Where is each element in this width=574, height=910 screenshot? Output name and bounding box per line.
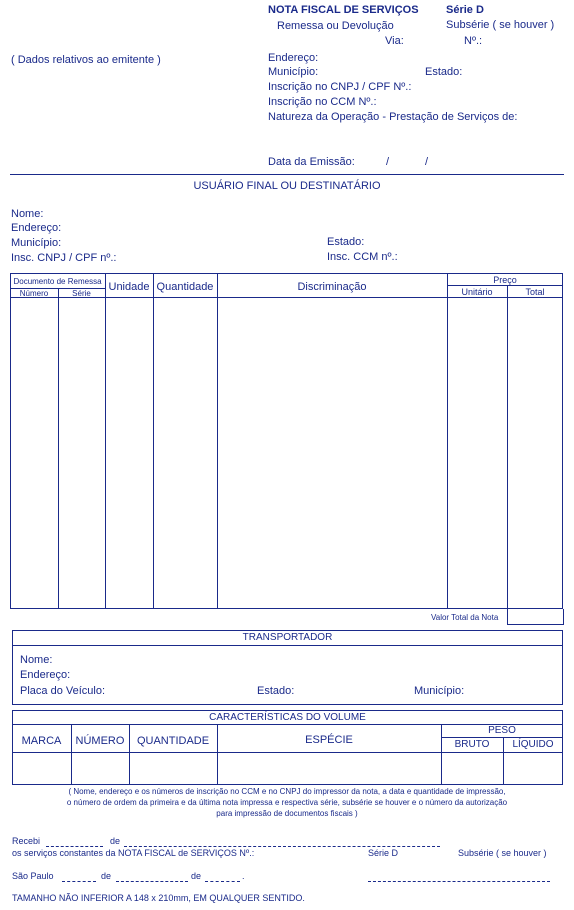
marca-header: MARCA — [21, 735, 62, 747]
transp-estado-label: Estado: — [257, 685, 295, 697]
cnpj-label: Inscrição no CNPJ / CPF Nº.: — [268, 81, 412, 93]
dest-endereco-label: Endereço: — [11, 222, 62, 234]
serie-label: Série D — [446, 4, 484, 16]
liquido-header: LÍQUIDO — [512, 739, 554, 750]
date-slash-1: / — [386, 156, 390, 168]
sp-de-label-2: de — [191, 871, 202, 881]
col-divider-total — [507, 285, 508, 625]
unidade-header: Unidade — [108, 281, 150, 293]
transp-placa-label: Placa do Veículo: — [20, 685, 106, 697]
day-blank — [62, 881, 96, 882]
remessa-label: Remessa ou Devolução — [277, 20, 394, 32]
numero-label: Nº.: — [464, 35, 483, 47]
emitente-note: ( Dados relativos ao emitente ) — [11, 54, 161, 66]
via-label: Via: — [385, 35, 404, 47]
vol-quantidade-header: QUANTIDADE — [136, 735, 210, 747]
transp-municipio-label: Município: — [414, 685, 465, 697]
sao-paulo-label: São Paulo — [12, 871, 54, 881]
col-divider-serie — [58, 288, 59, 609]
dest-cnpj-label: Insc. CNPJ / CPF nº.: — [11, 252, 117, 264]
footer-subserie-label: Subsérie ( se houver ) — [458, 848, 547, 858]
dest-municipio-label: Município: — [11, 237, 62, 249]
recebi-name-blank — [124, 846, 440, 847]
footer-serie-label: Série D — [368, 848, 399, 858]
numero-header: Número — [19, 289, 49, 298]
col-divider-unidade — [105, 273, 106, 609]
transp-nome-label: Nome: — [20, 654, 53, 666]
volume-header-line — [12, 752, 563, 753]
signature-blank — [368, 881, 550, 882]
year-blank — [205, 881, 240, 882]
servicos-label: os serviços constantes da NOTA FISCAL de SERVIÇOS Nº.: — [12, 848, 255, 858]
preco-sub-line — [447, 285, 563, 286]
dest-estado-label: Estado: — [327, 236, 365, 248]
peso-header: PESO — [488, 725, 516, 736]
header-divider — [10, 174, 564, 175]
transp-endereco-label: Endereço: — [20, 669, 71, 681]
vol-numero-header: NÚMERO — [75, 735, 125, 747]
form-title: NOTA FISCAL DE SERVIÇOS — [268, 4, 419, 16]
recebi-blank — [46, 846, 103, 847]
dest-nome-label: Nome: — [11, 208, 44, 220]
col-divider-quantidade — [153, 273, 154, 609]
recebi-label: Recebi — [12, 836, 41, 846]
bruto-header: BRUTO — [454, 739, 490, 750]
dest-ccm-label: Insc. CCM nº.: — [327, 251, 398, 263]
quantidade-header: Quantidade — [156, 281, 214, 293]
natureza-label: Natureza da Operação - Prestação de Serviços de: — [268, 111, 518, 123]
printer-note-line2: o número de ordem da primeira e da última nota impressa e respectiva série, subsérie se houver e o número da autorização — [66, 798, 508, 807]
volume-title: CARACTERÍSTICAS DO VOLUME — [209, 712, 366, 723]
valor-total-box-right — [563, 609, 564, 625]
valor-total-box-bottom — [507, 624, 563, 625]
date-slash-2: / — [425, 156, 429, 168]
serie-header: Série — [72, 289, 91, 298]
transportador-title-line — [12, 645, 563, 646]
peso-sub-line — [441, 737, 563, 738]
municipio-label: Município: — [268, 66, 319, 78]
month-blank — [116, 881, 188, 882]
estado-label: Estado: — [425, 66, 463, 78]
especie-header: ESPÉCIE — [305, 734, 353, 746]
data-emissao-label: Data da Emissão: — [268, 156, 355, 168]
col-divider-unitario — [447, 273, 448, 609]
date-end-dot: . — [242, 871, 245, 881]
vol-divider-2 — [129, 724, 130, 785]
recebi-de-label: de — [110, 836, 121, 846]
items-table — [10, 273, 563, 609]
discriminacao-header: Discriminação — [297, 281, 367, 293]
printer-note-line1: ( Nome, endereço e os números de inscrição no CCM e no CNPJ do impressor da nota, a data e quantidade de impressão, — [68, 787, 506, 796]
col-divider-discriminacao — [217, 273, 218, 609]
endereco-label: Endereço: — [268, 52, 319, 64]
preco-header: Preço — [493, 275, 517, 285]
printer-note-line3: para impressão de documentos fiscais ) — [216, 809, 358, 818]
total-header: Total — [525, 287, 545, 297]
valor-total-label: Valor Total da Nota — [431, 613, 499, 622]
subserie-label: Subsérie ( se houver ) — [446, 19, 555, 31]
tamanho-note: TAMANHO NÃO INFERIOR A 148 x 210mm, EM QUALQUER SENTIDO. — [12, 893, 305, 903]
unitario-header: Unitário — [461, 287, 493, 297]
ccm-label: Inscrição no CCM Nº.: — [268, 96, 377, 108]
transportador-title: TRANSPORTADOR — [242, 632, 333, 643]
destinatario-title: USUÁRIO FINAL OU DESTINATÁRIO — [193, 180, 381, 192]
sp-de-label-1: de — [101, 871, 112, 881]
vol-divider-1 — [71, 724, 72, 785]
doc-remessa-header: Documento de Remessa — [13, 277, 102, 286]
